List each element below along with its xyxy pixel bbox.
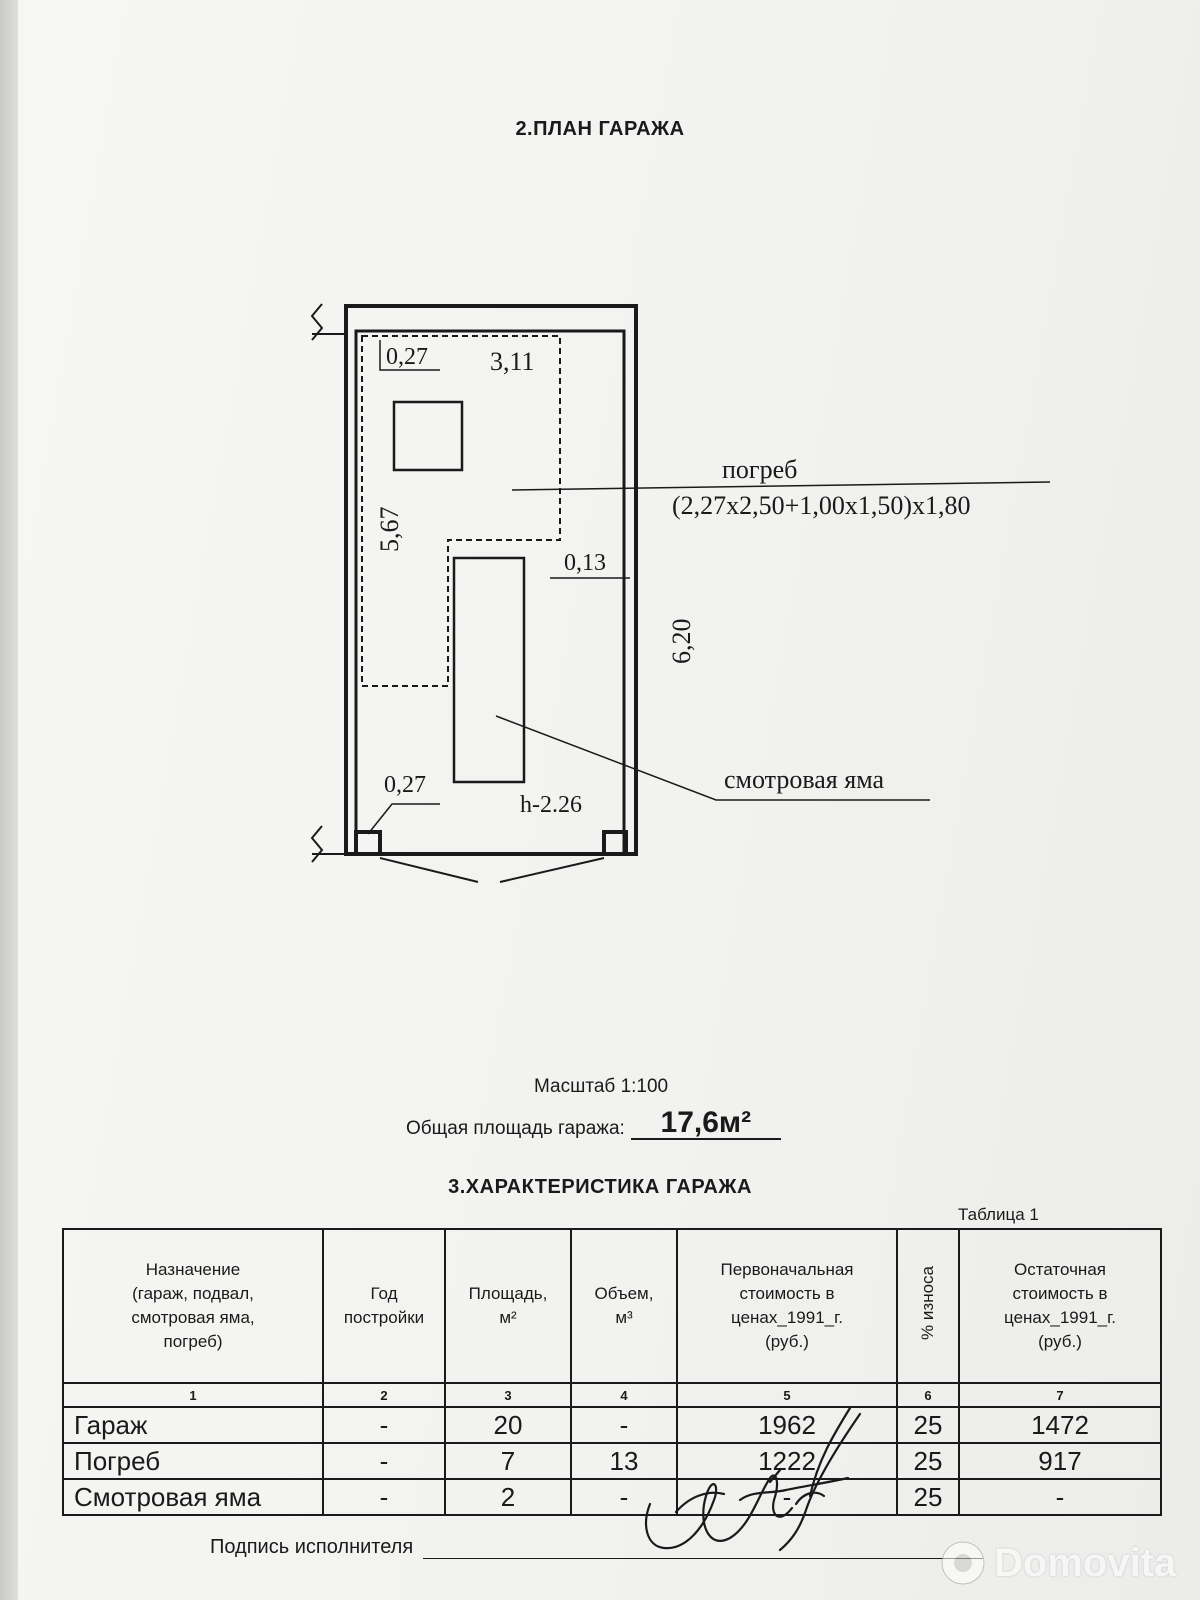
characteristics-table [62,1228,1162,1516]
dim-corner-bottom: 0,27 [384,772,426,798]
plan-section-title: 2.ПЛАН ГАРАЖА [515,118,685,140]
table-label: Таблица 1 [958,1205,1039,1224]
cell-wear: 25 [897,1479,959,1515]
cell-residual-cost: 917 [959,1443,1161,1479]
cell-initial-cost: 1962 [677,1407,897,1443]
dim-inner-width: 3,11 [490,347,535,376]
signature-label: Подпись исполнителя [210,1536,414,1558]
column-number: 2 [323,1383,445,1407]
cell-initial-cost: 1222 [677,1443,897,1479]
domovita-logo-icon [940,1540,986,1586]
inspection-pit [454,558,524,782]
column-number: 6 [897,1383,959,1407]
cellar-formula: (2,27x2,50+1,00x1,50)x1,80 [672,491,971,520]
wall-break-symbol-top [312,304,346,340]
wall-break-symbol-bottom [312,826,346,862]
cell-purpose: Гараж [63,1407,323,1443]
cellar-hatch [394,402,462,470]
cell-volume: 13 [571,1443,677,1479]
cell-area: 20 [445,1407,571,1443]
scale-label: Масштаб 1:100 [534,1076,669,1097]
dim-gap: 0,13 [564,550,606,576]
table-row [63,1407,1161,1443]
cell-residual-cost: 1472 [959,1407,1161,1443]
dim-pit-depth: h-2.26 [520,792,582,818]
cell-area: 2 [445,1479,571,1515]
header-wear: % износа [897,1229,959,1383]
cell-purpose: Погреб [63,1443,323,1479]
cellar-label: погреб [722,455,798,484]
column-number-row [63,1383,1161,1407]
watermark [940,1540,1176,1586]
header-initial-cost: Первоначальная стоимость в ценах_1991_г. (руб.) [677,1229,897,1383]
dim-corner-top: 0,27 [386,344,428,370]
cell-purpose: Смотровая яма [63,1479,323,1515]
cell-year: - [323,1479,445,1515]
column-number: 4 [571,1383,677,1407]
total-area-row [406,1108,781,1140]
cell-wear: 25 [897,1407,959,1443]
cell-year: - [323,1443,445,1479]
cell-residual-cost: - [959,1479,1161,1515]
characteristics-title: 3.ХАРАКТЕРИСТИКА ГАРАЖА [448,1176,752,1198]
cell-volume: - [571,1407,677,1443]
column-number: 3 [445,1383,571,1407]
column-number: 5 [677,1383,897,1407]
cell-area: 7 [445,1443,571,1479]
header-purpose: Назначение (гараж, подвал, смотровая яма, погреб) [63,1229,323,1383]
header-volume: Объем, м³ [571,1229,677,1383]
header-year: Год постройки [323,1229,445,1383]
column-number: 7 [959,1383,1161,1407]
handwritten-signature [620,1400,880,1570]
cell-wear: 25 [897,1443,959,1479]
dim-inner-length: 5,67 [375,506,404,552]
header-residual-cost: Остаточная стоимость в ценах_1991_г. (руб.) [959,1229,1161,1383]
column-number: 1 [63,1383,323,1407]
pit-label: смотровая яма [724,765,885,794]
total-area-label: Общая площадь гаража: [406,1118,625,1139]
table-header-row [63,1229,1161,1383]
total-area-value: 17,6м² [631,1108,781,1140]
dim-total-length: 6,20 [667,618,696,664]
gate-lines [380,858,604,882]
corner-post-left [356,832,380,854]
table-row [63,1443,1161,1479]
cell-initial-cost: - [677,1479,897,1515]
cell-year: - [323,1407,445,1443]
cell-volume: - [571,1479,677,1515]
watermark-text: Domovita [994,1540,1177,1585]
table-row [63,1479,1161,1515]
header-area: Площадь, м² [445,1229,571,1383]
dim-corner-bottom-leader [368,804,440,834]
